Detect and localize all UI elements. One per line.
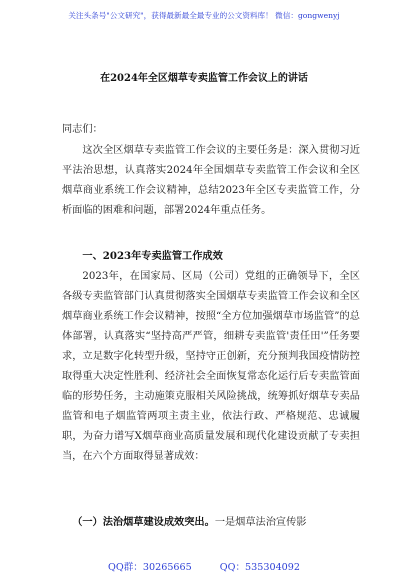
section-heading: 一、2023年专卖监管工作成效 xyxy=(82,250,223,262)
section-paragraph: 2023年，在国家局、区局（公司）党组的正确领导下，全区各级专卖监管部门认真贯彻落实全国烟草专卖监管工作会议和全区烟草商业系统工作会议精神，按照“全方位加强烟草市场监管”的总体部署，认真落实“坚持高严严管，细耕专卖监管'责任田'”任务要求，立足数字化转型升级，坚持守正创新，充分预判我国疫情防控取得重大决定性胜利、经济社会全面恢复常态化运行后专卖监管面临的形势任务，主动施策克服相关风险挑战，统筹抓好烟草专卖品监管和电子烟监管两项主责主业，依法行政、严格规范、忠诚履职，为奋力谱写X烟草商业高质量发展和现代化建设贡献了专卖担当，在六个方面取得显著成效： xyxy=(62,271,360,462)
qq-group-number: QQ群：30265665 xyxy=(107,562,192,573)
intro-paragraph: 这次全区烟草专卖监管工作会议的主要任务是：深入贯彻习近平法治思想，认真落实2024年全国烟草专卖监管工作会议和全区烟草商业系统工作会议精神，总结2023年全区专卖监管工作，分析面临的困难和问题，部署2024年重点任务。 xyxy=(62,145,360,216)
subsection-text: 一是烟草法治宣传影 xyxy=(214,517,307,528)
subsection-line xyxy=(62,512,360,533)
document-title: 在2024年全区烟草专卖监管工作会议上的讲话 xyxy=(100,73,308,84)
qq-number: QQ：535304092 xyxy=(219,562,300,573)
promo-banner: 关注头条号"公文研究"，获得最新最全最专业的公文资料库！ 微信：gongwenyj xyxy=(68,11,340,20)
footer-contacts xyxy=(0,559,408,573)
subsection-heading: （一）法治烟草建设成效突出。 xyxy=(72,516,215,528)
salutation: 同志们： xyxy=(62,124,103,135)
